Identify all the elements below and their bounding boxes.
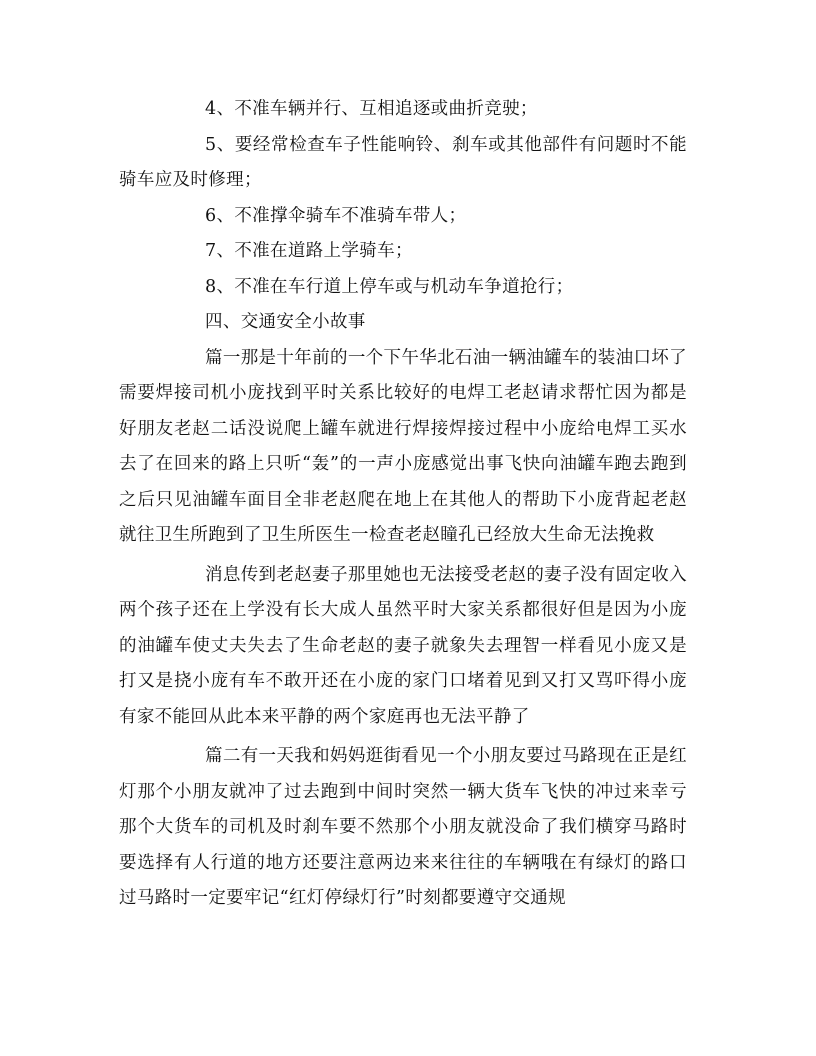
story-two-paragraph: 篇二有一天我和妈妈逛街看见一个小朋友要过马路现在正是红灯那个小朋友就冲了过去跑到中间时突然一辆大货车飞快的冲过来幸亏那个大货车的司机及时刹车要不然那个小朋友就没命了我们横穿马路时要选择有人行道的地方还要注意两边来来往往的车辆哦在有绿灯的路口过马路时一定要牢记“红灯停绿灯行”时刻都要遵守交通规	[119, 746, 687, 908]
rule-item-6: 6、不准撑伞骑车不准骑车带人；	[205, 205, 467, 226]
rule-item-8: 8、不准在车行道上停车或与机动车争道抢行；	[205, 276, 574, 297]
story-one-continuation: 消息传到老赵妻子那里她也无法接受老赵的妻子没有固定收入两个孩子还在上学没有长大成人虽然平时大家关系都很好但是因为小庞的油罐车使丈夫失去了生命老赵的妻子就象失去理智一样看见小庞又是打又是挠小庞有车不敢开还在小庞的家门口堵着见到又打又骂吓得小庞有家不能回从此本来平静的两个家庭再也无法平静了	[119, 564, 687, 727]
document-body	[119, 92, 687, 917]
rule-item-4: 4、不准车辆并行、互相追逐或曲折竞驶；	[205, 99, 538, 119]
rule-item-7: 7、不准在道路上学骑车；	[205, 241, 413, 261]
section-heading: 四、交通安全小故事	[205, 312, 366, 332]
story-one-paragraph: 篇一那是十年前的一个下午华北石油一辆油罐车的装油口坏了需要焊接司机小庞找到平时关系比较好的电焊工老赵请求帮忙因为都是好朋友老赵二话没说爬上罐车就进行焊接焊接过程中小庞给电焊工买水去了在回来的路上只听“轰”的一声小庞感觉出事飞快向油罐车跑去跑到之后只见油罐车面目全非老赵爬在地上在其他人的帮助下小庞背起老赵就往卫生所跑到了卫生所医生一检查老赵瞳孔已经放大生命无法挽救	[119, 347, 687, 545]
rule-item-5: 5、要经常检查车子性能响铃、刹车或其他部件有问题时不能骑车应及时修理；	[119, 134, 687, 190]
